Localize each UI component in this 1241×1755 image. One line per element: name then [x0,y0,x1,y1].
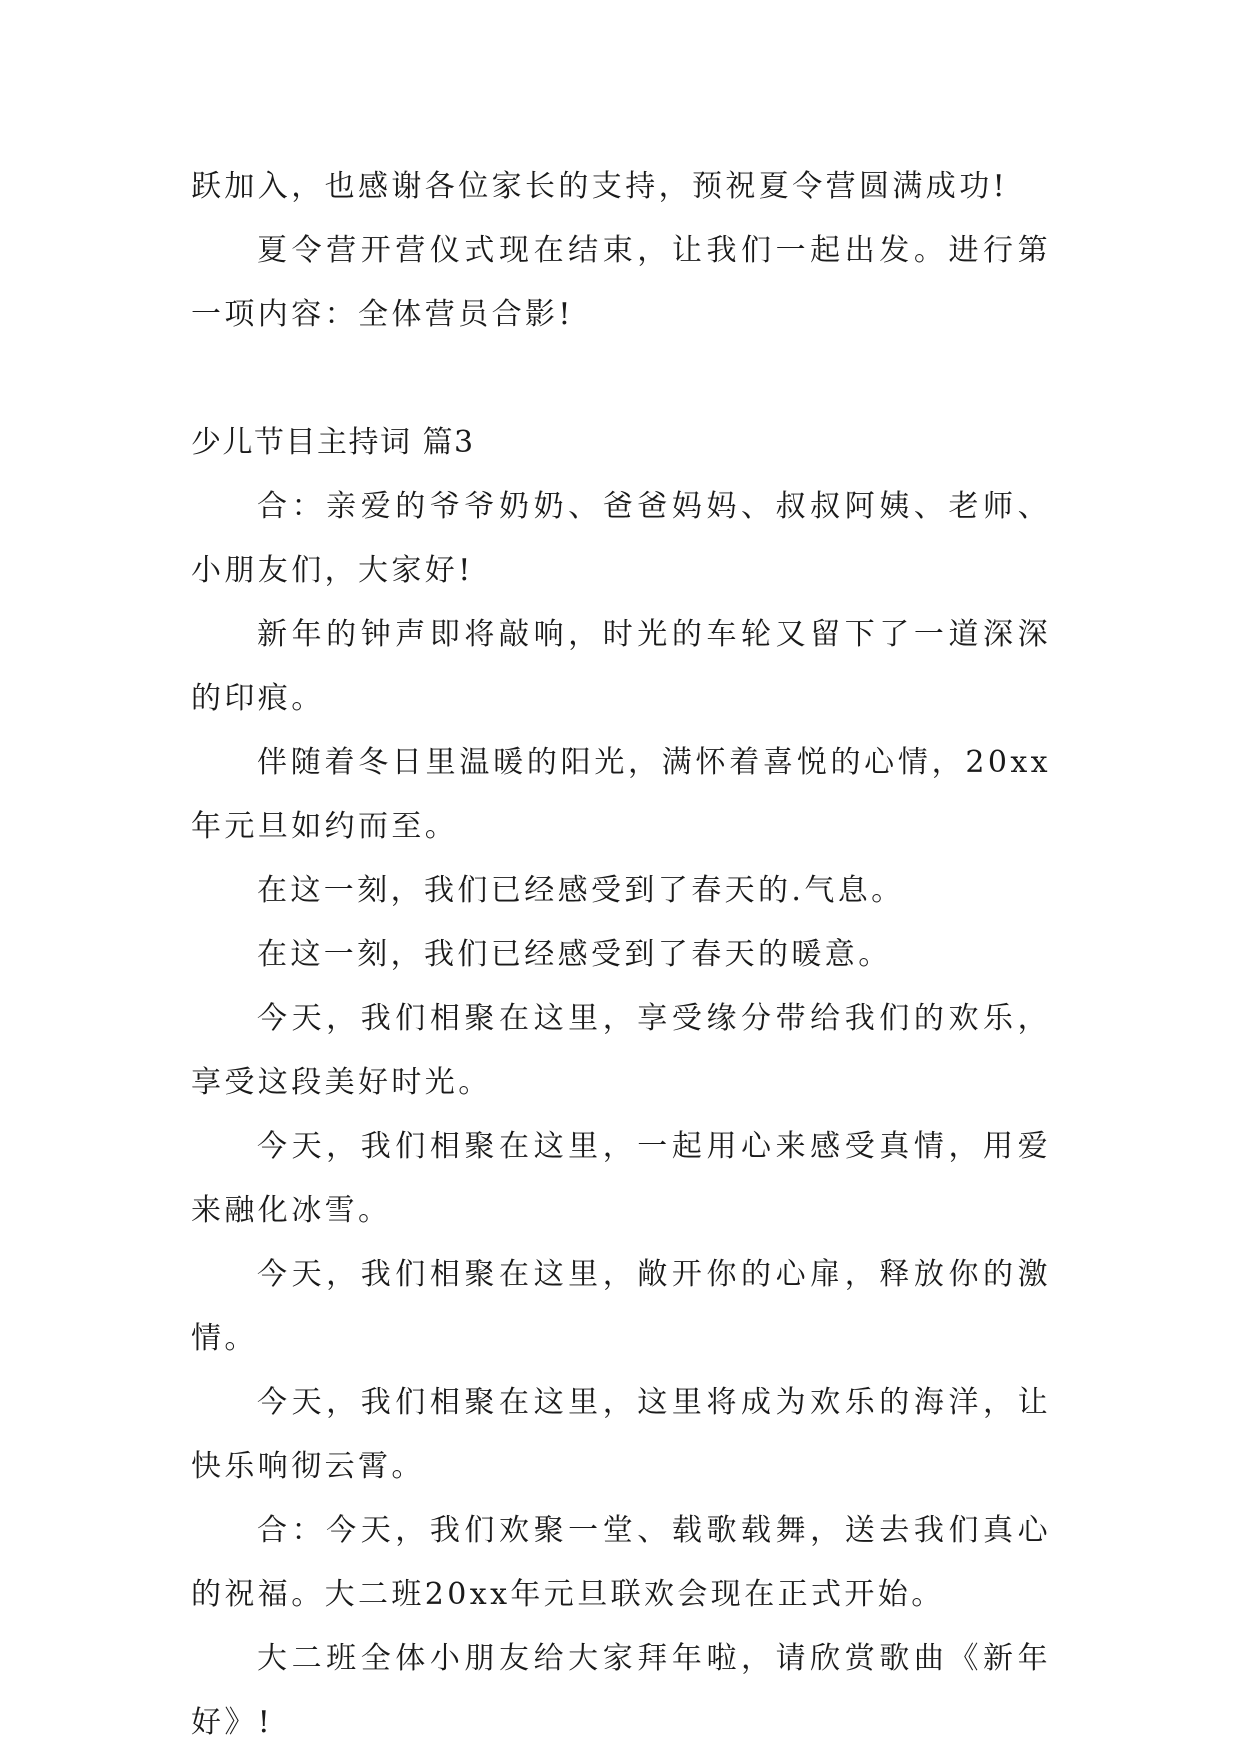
paragraph: 今天，我们相聚在这里，一起用心来感受真情，用爱来融化冰雪。 [191,1129,1051,1228]
paragraph-continued: 跃加入，也感谢各位家长的支持，预祝夏令营圆满成功! [191,169,1009,204]
paragraph: 今天，我们相聚在这里，敞开你的心扉，释放你的激情。 [191,1257,1051,1356]
paragraph: 今天，我们相聚在这里，这里将成为欢乐的海洋，让快乐响彻云霄。 [191,1385,1051,1484]
paragraph: 今天，我们相聚在这里，享受缘分带给我们的欢乐，享受这段美好时光。 [191,1001,1051,1100]
document-page [191,155,1051,1755]
paragraph: 新年的钟声即将敲响，时光的车轮又留下了一道深深的印痕。 [191,617,1051,716]
paragraph: 合：亲爱的爷爷奶奶、爸爸妈妈、叔叔阿姨、老师、小朋友们，大家好! [191,489,1051,588]
paragraph: 伴随着冬日里温暖的阳光，满怀着喜悦的心情，20xx年元旦如约而至。 [191,745,1051,844]
paragraph: 大二班全体小朋友给大家拜年啦，请欣赏歌曲《新年好》! [191,1641,1051,1740]
paragraph: 合：今天，我们欢聚一堂、载歌载舞，送去我们真心的祝福。大二班20xx年元旦联欢会现在正式开始。 [191,1513,1051,1612]
section-heading: 少儿节目主持词 篇3 [191,425,475,460]
paragraph: 在这一刻，我们已经感受到了春天的暖意。 [257,937,892,972]
paragraph: 在这一刻，我们已经感受到了春天的.气息。 [257,873,905,908]
paragraph: 夏令营开营仪式现在结束，让我们一起出发。进行第一项内容：全体营员合影! [191,233,1051,332]
